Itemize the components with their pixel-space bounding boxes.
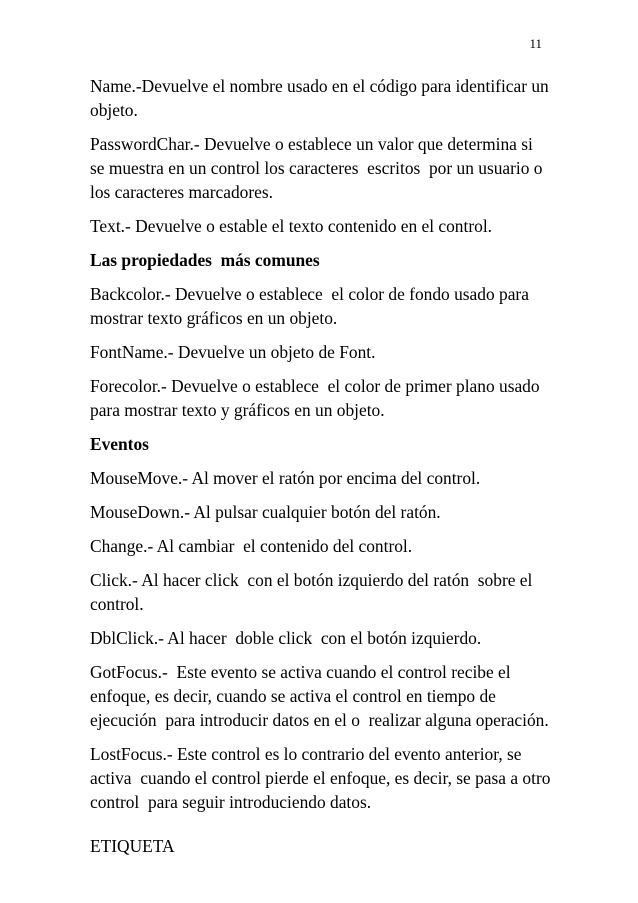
text-line: enfoque, es decir, cuando se activa el control en tiempo de xyxy=(90,686,496,706)
text-line: Text.- Devuelve o estable el texto contenido en el control. xyxy=(90,216,493,236)
text-line: PasswordChar.- Devuelve o establece un valor que determina si xyxy=(90,134,533,154)
text-line: DblClick.- Al hacer doble click con el botón izquierdo. xyxy=(90,628,482,648)
text-line: activa cuando el control pierde el enfoque, es decir, se pasa a otro xyxy=(90,768,551,788)
text-line: LostFocus.- Este control es lo contrario del evento anterior, se xyxy=(90,744,522,764)
paragraph xyxy=(90,534,560,558)
paragraph xyxy=(90,132,560,204)
text-line: ejecución para introducir datos en el o realizar alguna operación. xyxy=(90,710,549,730)
text-line: MouseDown.- Al pulsar cualquier botón del ratón. xyxy=(90,502,441,522)
text-line: Change.- Al cambiar el contenido del control. xyxy=(90,536,413,556)
text-line: Eventos xyxy=(90,434,149,454)
paragraph xyxy=(90,742,560,814)
text-line: Las propiedades más comunes xyxy=(90,250,320,270)
text-line: MouseMove.- Al mover el ratón por encima del control. xyxy=(90,468,481,488)
paragraph xyxy=(90,374,560,422)
text-line: Name.-Devuelve el nombre usado en el código para identificar un xyxy=(90,76,549,96)
paragraph xyxy=(90,466,560,490)
text-line: mostrar texto gráficos en un objeto. xyxy=(90,308,338,328)
text-line: Backcolor.- Devuelve o establece el color de fondo usado para xyxy=(90,284,529,304)
paragraph xyxy=(90,626,560,650)
text-line: GotFocus.- Este evento se activa cuando el control recibe el xyxy=(90,662,511,682)
page-number: 11 xyxy=(529,36,542,51)
text-line: los caracteres marcadores. xyxy=(90,182,273,202)
text-line: FontName.- Devuelve un objeto de Font. xyxy=(90,342,376,362)
text-line: objeto. xyxy=(90,100,138,120)
paragraph xyxy=(90,214,560,238)
section-label-etiqueta: ETIQUETA xyxy=(90,836,175,856)
paragraph xyxy=(90,660,560,732)
text-line: control. xyxy=(90,594,144,614)
section-heading xyxy=(90,432,560,456)
text-line: Forecolor.- Devuelve o establece el color de primer plano usado xyxy=(90,376,540,396)
paragraph xyxy=(90,340,560,364)
text-line: Click.- Al hacer click con el botón izquierdo del ratón sobre el xyxy=(90,570,533,590)
text-line: control para seguir introduciendo datos. xyxy=(90,792,372,812)
document-body xyxy=(90,74,560,824)
paragraph xyxy=(90,74,560,122)
section-heading xyxy=(90,248,560,272)
paragraph xyxy=(90,500,560,524)
paragraph xyxy=(90,568,560,616)
paragraph xyxy=(90,282,560,330)
text-line: para mostrar texto y gráficos en un objeto. xyxy=(90,400,385,420)
text-line: se muestra en un control los caracteres escritos por un usuario o xyxy=(90,158,543,178)
